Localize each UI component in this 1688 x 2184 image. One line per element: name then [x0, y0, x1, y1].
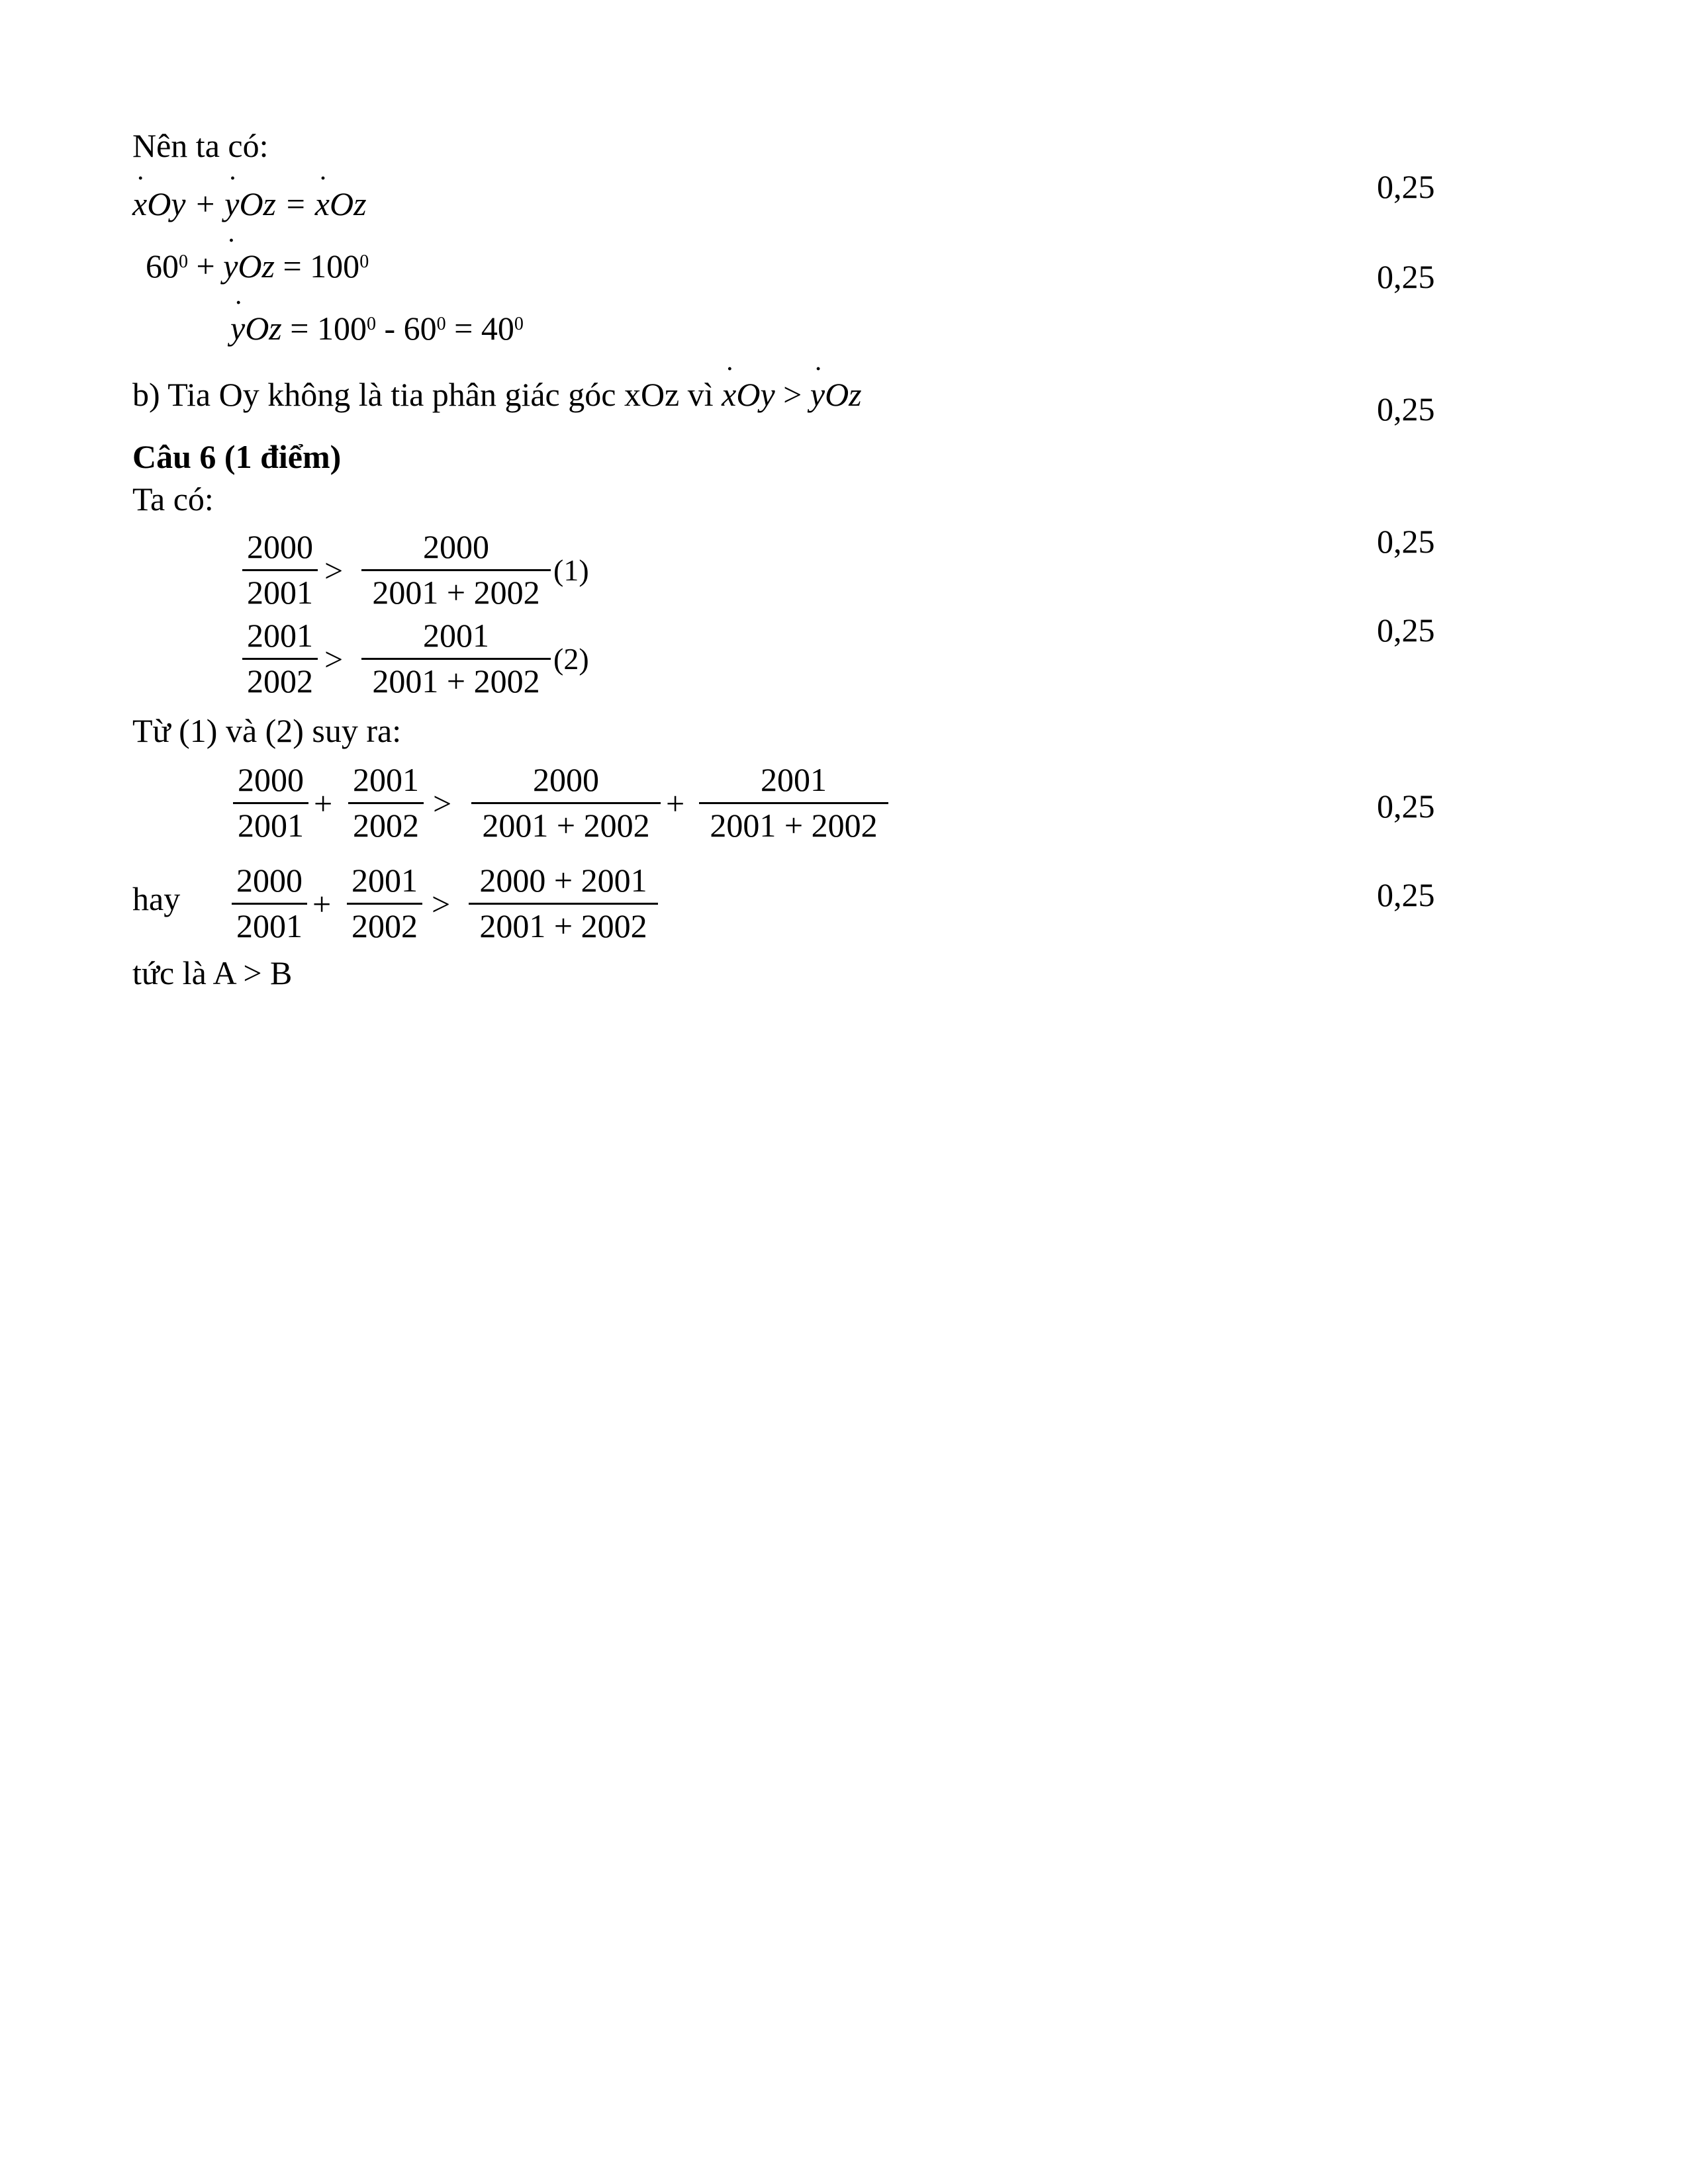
score-7: 0,25	[1377, 876, 1435, 913]
fraction-2001-sum: 2001 2001 + 2002	[361, 615, 551, 701]
fraction-2001-2002: 2001 2002	[242, 615, 318, 701]
fraction-2000-2001: 2000 2001	[242, 527, 318, 612]
score-6: 0,25	[1377, 788, 1435, 825]
score-2: 0,25	[1377, 258, 1435, 295]
text-hay: hay	[132, 880, 181, 917]
equation-result: ˙ yOz = $100^0 - 60^0 = 40^0$	[230, 308, 524, 348]
score-5: 0,25	[1377, 612, 1435, 649]
fraction-2001-2002: 2001 2002	[348, 760, 424, 845]
text-nen-ta-co: Nên ta có:	[132, 127, 269, 164]
text-tu-1-va-2: Từ (1) và (2) suy ra:	[132, 712, 402, 749]
fraction-2001-2002: 2001 2002	[347, 860, 422, 946]
label-eq-1: (1)	[553, 553, 589, 587]
fraction-2001-sum: 2001 2001 + 2002	[699, 760, 888, 845]
operator-plus: +	[314, 785, 333, 822]
heading-cau-6: Câu 6 (1 điểm)	[132, 438, 342, 475]
score-3: 0,25	[1377, 390, 1435, 428]
operator-gt: >	[432, 886, 451, 923]
fraction-sum-sum: 2000 + 2001 2001 + 2002	[469, 860, 658, 946]
fraction-2000-2001: 2000 2001	[233, 760, 308, 845]
text-ta-co: Ta có:	[132, 480, 214, 518]
equation-substitute: $60^0$ + ˙ yOz = $100^0$	[146, 246, 369, 286]
operator-plus: +	[312, 886, 332, 923]
score-4: 0,25	[1377, 523, 1435, 560]
fraction-2000-2001: 2000 2001	[232, 860, 307, 946]
label-eq-2: (2)	[553, 642, 589, 676]
score-1: 0,25	[1377, 168, 1435, 205]
text-conclusion: tức là A > B	[132, 954, 293, 991]
operator-gt: >	[433, 785, 452, 822]
fraction-2000-sum: 2000 2001 + 2002	[361, 527, 551, 612]
operator-plus: +	[666, 785, 685, 822]
equation-angle-sum: ˙ xOy + ˙ yOz = ˙ xOz	[132, 184, 367, 224]
operator-gt: >	[324, 552, 344, 589]
operator-gt: >	[324, 641, 344, 678]
fraction-2000-sum: 2000 2001 + 2002	[471, 760, 661, 845]
text-part-b: b) Tia Oy không là tia phân giác góc xOz vì ˙ xOy > ˙ yOz	[132, 375, 862, 414]
